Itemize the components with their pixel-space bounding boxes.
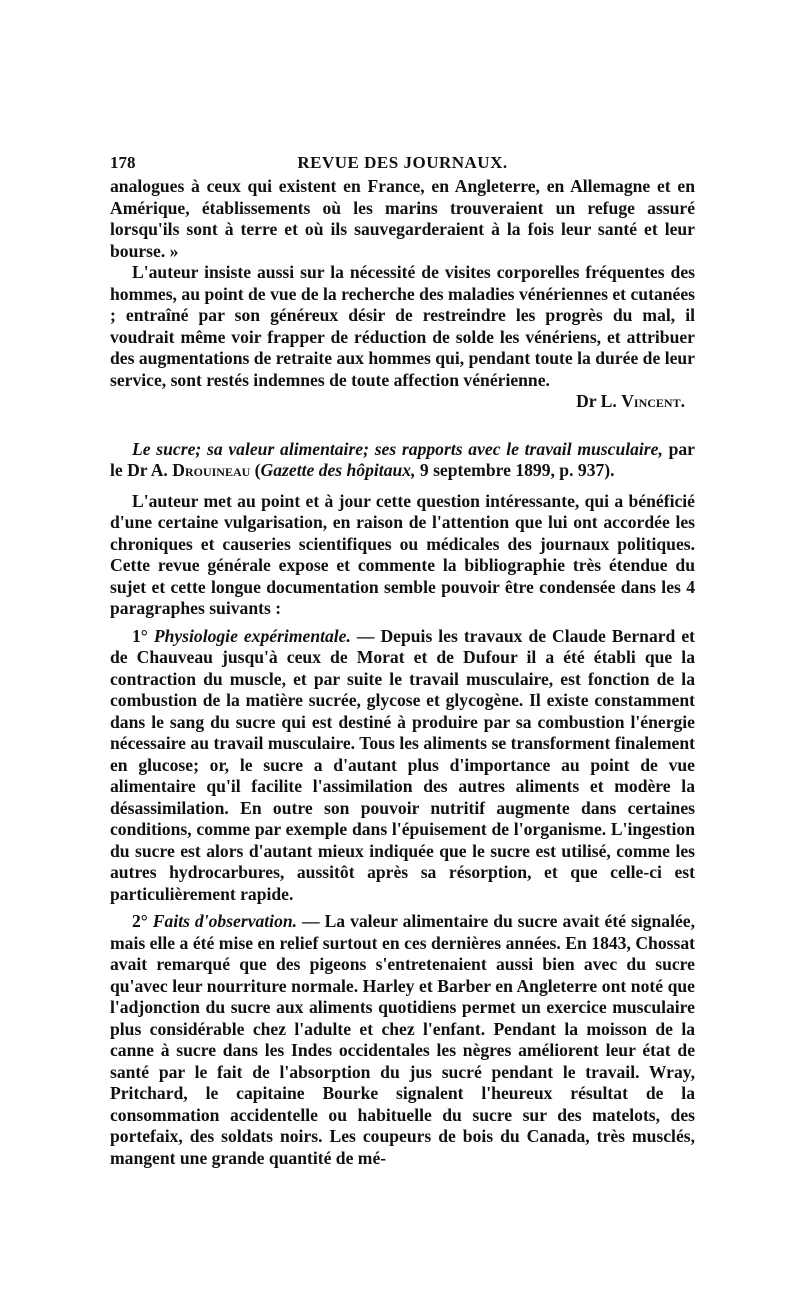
section2-number: 2° (132, 911, 153, 931)
section1-text: — Depuis les travaux de Claude Bernard et de Chauveau jusqu'à ceux de Morat et de Dufour il a été établi que la contraction du muscle, et par suite le travail musculaire, est fonction de la combustion de la matière sucrée, glycose et glycogène. Il existe constamment dans le sang du sucre qui est destiné à produire par sa combustion l'énergie nécessaire au travail musculaire. Tous les aliments se transforment finalement en glucose; or, le sucre a d'autant plus d'importance au point de vue alimentaire qu'il facilite l'assimilation des autres aliments et modère la désassimilation. En outre son pouvoir nutritif augmente dans certaines conditions, comme par exemple dans l'épuisement de l'organisme. L'ingestion du sucre est alors d'autant mieux indiquée que le sucre est utilisé, comme les autres hydrocarbures, aussitôt après sa résorption, et que celle-ci est particulièrement rapide. (110, 625, 695, 904)
article2-source: Gazette des hôpitaux, (260, 460, 416, 480)
signature-name: Vincent. (621, 391, 685, 411)
section2-title: Faits d'observation. (152, 911, 298, 931)
article2-intro: L'auteur met au point et à jour cette question intéressante, qui a bénéficié d'une certaine vulgarisation, en raison de l'attention que lui ont accordée les chroniques et causeries scientifiques ou médicales des journaux politiques. Cette revue générale expose et commente la bibliographie très étendue du sujet et cette longue documentation semble pouvoir être condensée dans les 4 paragraphes suivants : (110, 490, 695, 618)
article2-heading (110, 439, 695, 482)
article1-paragraph: L'auteur insiste aussi sur la nécessité de visites corporelles fréquentes des hommes, au point de vue de la recherche des maladies vénériennes et cutanées ; entraîné par son généreux désir de restreindre les progrès du mal, il voudrait même voir frapper de réduction de solde les vénériens, et attribuer des augmentations de retraite aux hommes qui, pendant toute la durée de leur service, sont restés indemnes de toute affection vénérienne. (110, 262, 695, 390)
source-open: ( (250, 460, 261, 480)
article1-continuation: analogues à ceux qui existent en France, en Angleterre, en Allemagne et en Amérique, établissements où les marins trouveraient un refuge assuré lorsqu'ils sont à terre et où ils sauvegarderaient à la fois leur santé et leur bourse. » (110, 176, 695, 261)
signature-prefix: Dr L. (576, 391, 622, 411)
page-number: 178 (110, 153, 136, 172)
article2-author: Drouineau (172, 460, 251, 480)
section2-text: — La valeur alimentaire du sucre avait été signalée, mais elle a été mise en relief surtout en ces dernières années. En 1843, Chossat avait remarqué que des pigeons s'entretenaient aussi bien avec du sucre qu'avec leur nourriture normale. Harley et Barber en Angleterre ont noté que l'adjonction du sucre aux aliments quotidiens permet un exercice musculaire plus considérable chez l'adulte et chez l'enfant. Pendant la moisson de la canne à sucre dans les Indes occidentales les nègres améliorent leur état de santé par le fait de l'absorption du jus sucré pendant le travail. Wray, Pritchard, le capitaine Bourke signalent l'heureux résultat de la consommation accidentelle ou habituelle du sucre sur des matelots, des portefaix, des soldats noirs. Les coupeurs de bois du Canada, très musclés, mangent une grande quantité de mé- (110, 911, 695, 1168)
page-header (110, 152, 695, 176)
section-physiologie (110, 626, 695, 906)
journal-page (110, 152, 695, 1169)
article2-source-rest: 9 septembre 1899, p. 937). (415, 460, 615, 480)
section1-number: 1° (132, 625, 154, 646)
article2-by: par le Dr A. (110, 438, 695, 480)
running-title: REVUE DES JOURNAUX. (297, 153, 508, 172)
section1-title: Physiologie expérimentale. (153, 625, 351, 646)
section-faits (110, 911, 695, 1169)
article1-signature (110, 391, 695, 413)
article2-title: Le sucre; sa valeur alimentaire; ses rapports avec le travail musculaire, (132, 438, 663, 459)
